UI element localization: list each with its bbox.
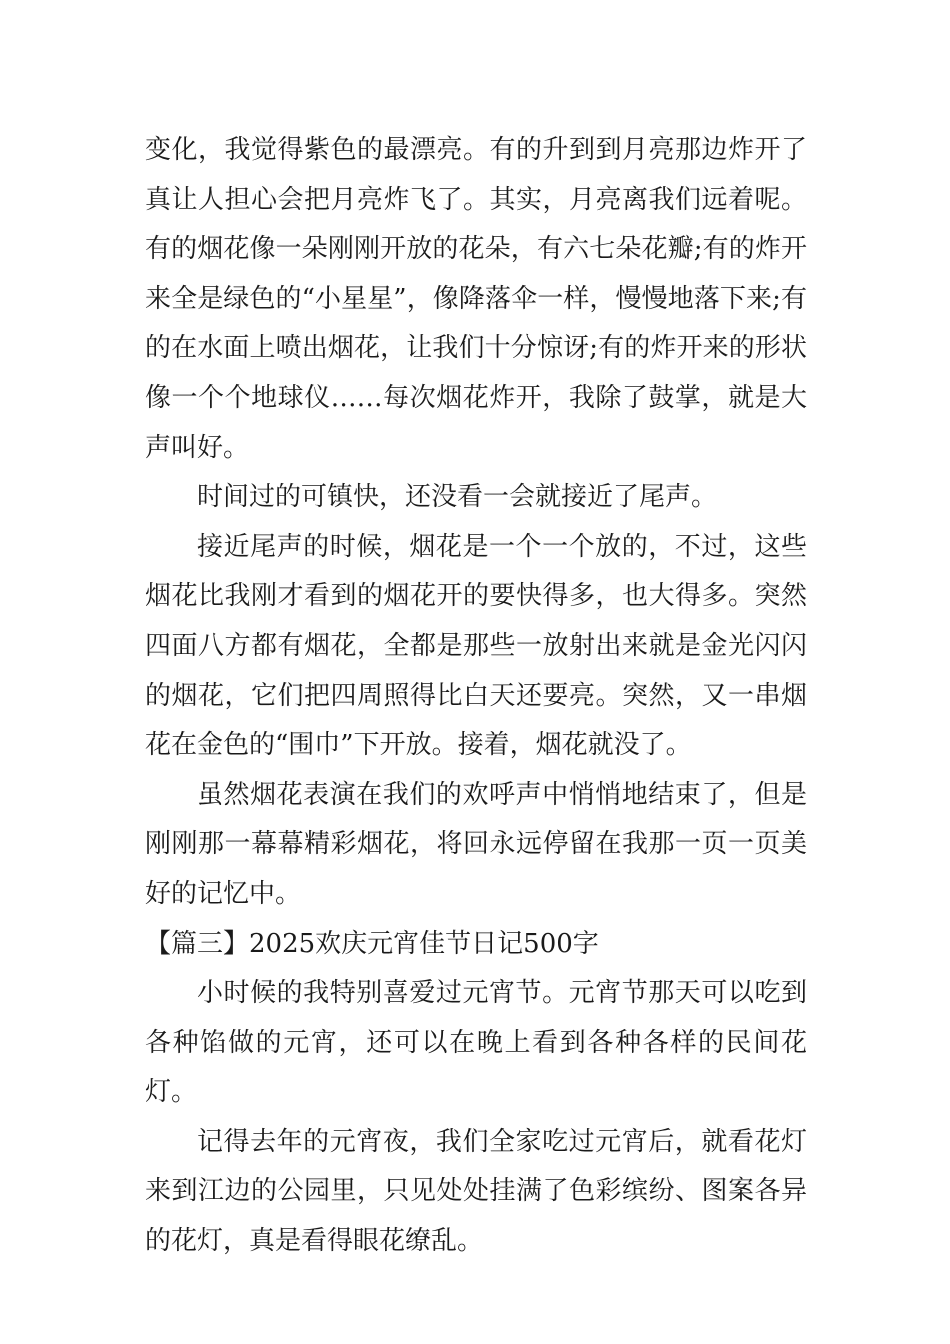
- section-heading: 【篇三】2025欢庆元宵佳节日记500字: [145, 928, 599, 959]
- text-column: [145, 126, 807, 1267]
- paragraph-fireworks-colors: 变化，我觉得紫色的最漂亮。有的升到到月亮那边炸开了真让人担心会把月亮炸飞了。其实，月亮离我们远着呢。有的烟花像一朵刚刚开放的花朵，有六七朵花瓣;有的炸开来全是绿色的“小星星”，像降落伞一样，慢慢地落下来;有的在水面上喷出烟花，让我们十分惊讶;有的炸开来的形状像一个个地球仪……每次烟花炸开，我除了鼓掌，就是大声叫好。: [145, 135, 807, 463]
- paragraph-time-passes: 时间过的可镇快，还没看一会就接近了尾声。: [197, 482, 718, 513]
- paragraph-childhood: 小时候的我特别喜爱过元宵节。元宵节那天可以吃到各种馅做的元宵，还可以在晚上看到各种各样的民间花灯。: [145, 978, 807, 1108]
- paragraph-ending: 虽然烟花表演在我们的欢呼声中悄悄地结束了，但是刚刚那一幕幕精彩烟花，将回永远停留在我那一页一页美好的记忆中。: [145, 779, 807, 909]
- paragraph-finale: 接近尾声的时候，烟花是一个一个放的，不过，这些烟花比我刚才看到的烟花开的要快得多，也大得多。突然四面八方都有烟花，全都是那些一放射出来就是金光闪闪的烟花，它们把四周照得比白天还要亮。突然，又一串烟花在金色的“围巾”下开放。接着，烟花就没了。: [145, 531, 807, 761]
- paragraph-lantern-night: 记得去年的元宵夜，我们全家吃过元宵后，就看花灯来到江边的公园里，只见处处挂满了色彩缤纷、图案各异的花灯，真是看得眼花缭乱。: [145, 1126, 807, 1257]
